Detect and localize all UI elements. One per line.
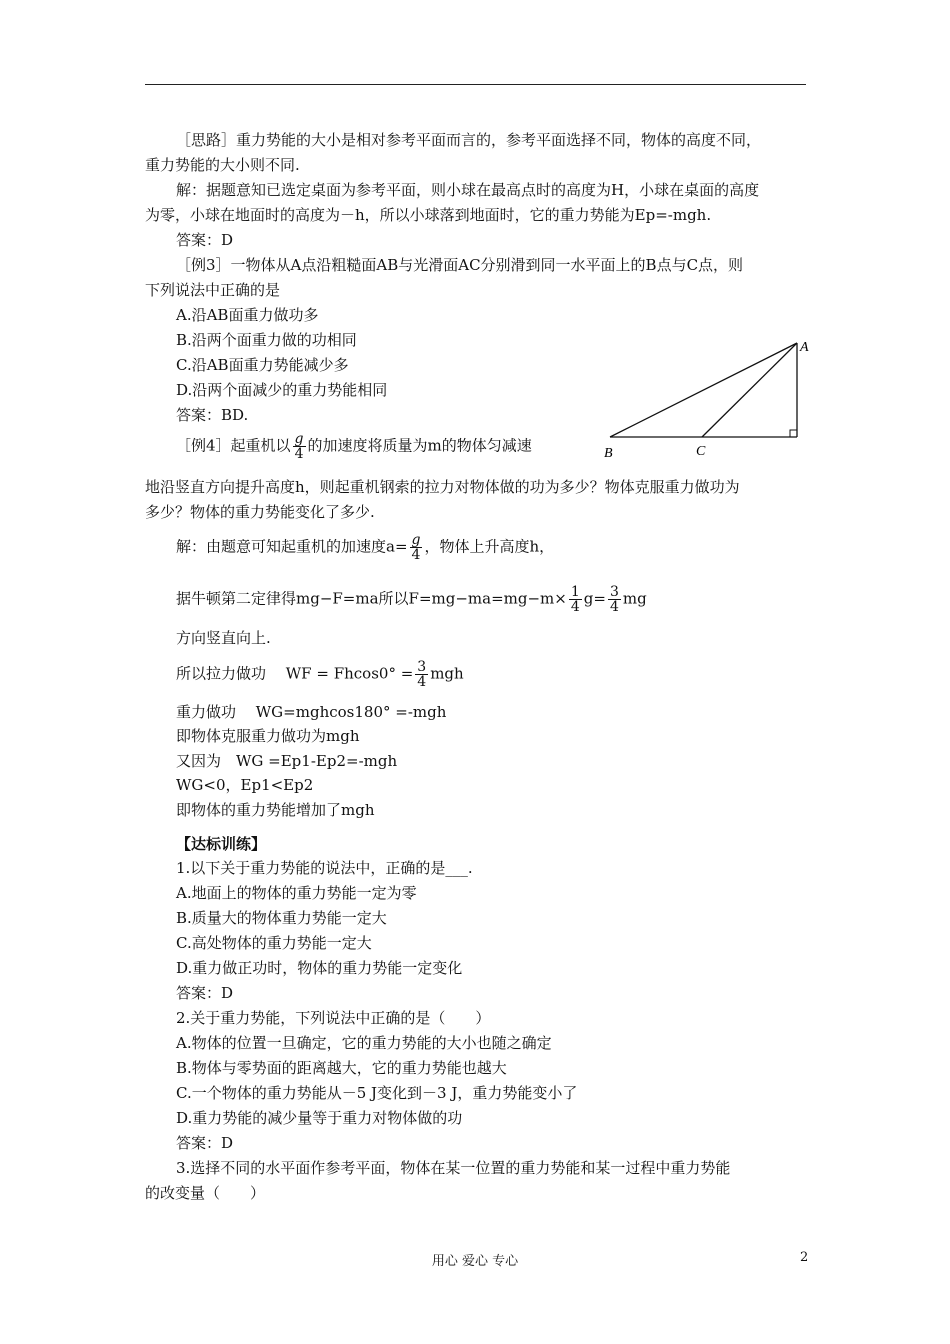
- ex3-option-c: C.沿AB面重力势能减少多: [176, 356, 349, 374]
- ex4-newton-frac2-den: 4: [609, 599, 619, 615]
- ex3-question-line2: 下列说法中正确的是: [145, 281, 281, 299]
- training-q2: 2.关于重力势能，下列说法中正确的是（ ）: [176, 1009, 491, 1027]
- training-q1: 1.以下关于重力势能的说法中，正确的是___.: [176, 859, 473, 877]
- ex4-sol-fraction: [410, 533, 423, 562]
- ex4-newton-frac2-num: 3: [609, 584, 619, 600]
- training-q2-answer: 答案：D: [176, 1134, 234, 1152]
- ex4-question-line2: 地沿竖直方向提升高度h，则起重机钢索的拉力对物体做的功为多少？物体克服重力做功为: [145, 478, 740, 496]
- ex4-sol-pre: 解：由题意可知起重机的加速度a=: [176, 537, 408, 556]
- ex4-work-frac-den: 4: [417, 674, 427, 690]
- ex4-newton-frac2: [608, 585, 621, 614]
- ex4-work-post: mgh: [430, 664, 464, 683]
- ex3-option-d: D.沿两个面减少的重力势能相同: [176, 381, 388, 399]
- ex4-question-line1: [176, 432, 532, 461]
- training-q1-option-d: D.重力做正功时，物体的重力势能一定变化: [176, 959, 463, 977]
- ex3-option-b: B.沿两个面重力做的功相同: [176, 331, 357, 349]
- right-angle-mark: [790, 430, 797, 437]
- ex4-question-line3: 多少？物体的重力势能变化了多少.: [145, 503, 375, 521]
- ex4-solution-accel: [176, 533, 554, 562]
- ex2-answer: 答案：D: [176, 231, 234, 249]
- label-c: C: [696, 444, 706, 459]
- ex4-sol-post: ，物体上升高度h，: [424, 537, 555, 556]
- ex4-increase: 即物体的重力势能增加了mgh: [176, 801, 375, 819]
- ex4-sol-frac-num: g: [411, 532, 421, 548]
- ex2-solution-line1: 解：据题意知已选定桌面为参考平面，则小球在最高点时的高度为H，小球在桌面的高度: [176, 181, 760, 199]
- page-number: 2: [800, 1250, 809, 1265]
- training-heading: 【达标训练】: [176, 835, 267, 853]
- ex4-sol-frac-den: 4: [411, 547, 421, 563]
- ex4-frac-den: 4: [294, 446, 304, 462]
- training-q1-answer: 答案：D: [176, 984, 234, 1002]
- ex4-newton-frac1-num: 1: [570, 584, 580, 600]
- ex4-gravity-work: 重力做功 WG=mghcos180° =-mgh: [176, 703, 447, 721]
- label-a: A: [800, 340, 809, 355]
- training-q2-option-b: B.物体与零势面的距离越大，它的重力势能也越大: [176, 1059, 507, 1077]
- figure-incline-ab: [610, 343, 797, 437]
- ex4-fraction: [293, 432, 306, 461]
- ex4-again: 又因为 WG =Ep1-Ep2=-mgh: [176, 752, 398, 770]
- label-b: B: [604, 446, 613, 461]
- training-q2-option-c: C.一个物体的重力势能从－5 J变化到－3 J，重力势能变小了: [176, 1084, 578, 1102]
- ex4-newton-line: [176, 585, 647, 614]
- ex4-inequality: WG<0，Ep1<Ep2: [176, 776, 314, 794]
- ex4-newton-mid: g=: [583, 589, 606, 608]
- ex2-reason-line2: 重力势能的大小则不同.: [145, 156, 300, 174]
- training-q1-option-b: B.质量大的物体重力势能一定大: [176, 909, 387, 927]
- ex4-newton-pre: 据牛顿第二定律得mg−F=ma所以F=mg−ma=mg−m×: [176, 589, 567, 608]
- training-q3-line1: 3.选择不同的水平面作参考平面，物体在某一位置的重力势能和某一过程中重力势能: [176, 1159, 731, 1177]
- ex4-frac-num: g: [294, 431, 304, 447]
- ex4-q-post: 的加速度将质量为m的物体匀减速: [307, 436, 532, 455]
- incline-figure: [600, 335, 820, 465]
- ex3-answer: 答案：BD.: [176, 406, 249, 424]
- training-q3-line2: 的改变量（ ）: [145, 1184, 266, 1202]
- ex2-solution-line2: 为零，小球在地面时的高度为－h，所以小球落到地面时，它的重力势能为Ep=-mgh.: [145, 206, 712, 224]
- ex4-work-frac-num: 3: [417, 659, 427, 675]
- footer-text: 用心 爱心 专心: [431, 1254, 519, 1269]
- ex4-work-pre: 所以拉力做功 WF = Fhcos0° =: [176, 664, 414, 683]
- ex4-work-line: [176, 660, 464, 689]
- header-rule: [145, 84, 806, 85]
- ex2-reason-line1: ［思路］重力势能的大小是相对参考平面而言的，参考平面选择不同，物体的高度不同，: [176, 131, 762, 149]
- ex3-option-a: A.沿AB面重力做功多: [176, 306, 319, 324]
- ex4-q-pre: ［例4］起重机以: [176, 436, 291, 455]
- ex4-newton-post: mg: [622, 589, 647, 608]
- ex4-work-frac: [415, 660, 428, 689]
- ex4-overcome: 即物体克服重力做功为mgh: [176, 727, 360, 745]
- ex4-direction: 方向竖直向上.: [176, 629, 271, 647]
- ex4-newton-frac1: [569, 585, 582, 614]
- training-q1-option-c: C.高处物体的重力势能一定大: [176, 934, 372, 952]
- figure-incline-ac: [702, 343, 797, 437]
- training-q2-option-a: A.物体的位置一旦确定，它的重力势能的大小也随之确定: [176, 1034, 552, 1052]
- training-q1-option-a: A.地面上的物体的重力势能一定为零: [176, 884, 417, 902]
- ex3-question-line1: ［例3］一物体从A点沿粗糙面AB与光滑面AC分别滑到同一水平面上的B点与C点，则: [176, 256, 744, 274]
- training-q2-option-d: D.重力势能的减少量等于重力对物体做的功: [176, 1109, 463, 1127]
- ex4-newton-frac1-den: 4: [570, 599, 580, 615]
